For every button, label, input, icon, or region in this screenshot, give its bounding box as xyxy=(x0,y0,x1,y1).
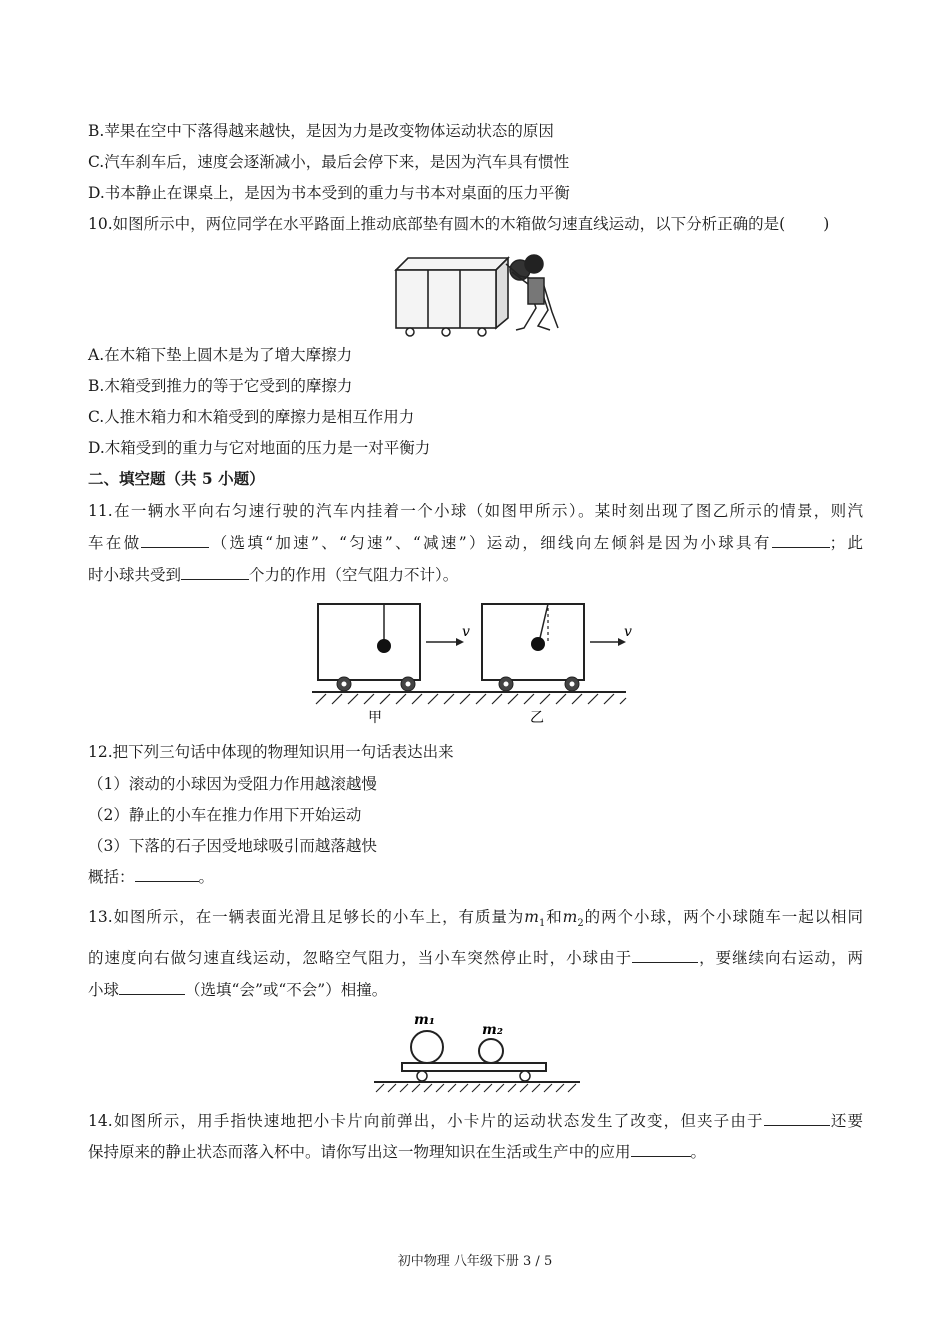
answer-blank xyxy=(135,866,199,882)
page-footer: 初中物理 八年级下册 3 / 5 xyxy=(397,1254,553,1269)
mass-subscript: 2 xyxy=(577,918,584,930)
q14-line1 xyxy=(88,1110,863,1132)
answer-blank xyxy=(764,1110,830,1126)
answer-blank xyxy=(119,979,185,995)
q14-line2-a: 保持原来的静止状态而落入杯中。请你写出这一物理知识在生活或生产中的应用 xyxy=(88,1143,631,1161)
q14-line2 xyxy=(88,1141,706,1163)
q13-line2-b: ，要继续向右运动，两 xyxy=(698,949,863,967)
answer-blank xyxy=(632,947,698,963)
answer-blank xyxy=(141,532,209,548)
q9-option-c: C.汽车刹车后，速度会逐渐减小，最后会停下来，是因为汽车具有惯性 xyxy=(88,153,570,171)
q12-item-3: （3）下落的石子因受地球吸引而越落越快 xyxy=(88,837,377,855)
q13-line1-a: 13.如图所示，在一辆表面光滑且足够长的小车上，有质量为 xyxy=(88,908,525,926)
m1-label: m₁ xyxy=(414,1012,435,1028)
q14-line2-b: 。 xyxy=(690,1143,707,1161)
q10-paren-close: ) xyxy=(823,215,830,233)
q14-line1-a: 14.如图所示，用手指快速地把小卡片向前弹出，小卡片的运动状态发生了改变，但夹子由于 xyxy=(88,1112,764,1130)
q10-stem-text: 10.如图所示中，两位同学在水平路面上推动底部垫有圆木的木箱做匀速直线运动，以下分析正确的是( xyxy=(88,215,786,233)
m2-label: m₂ xyxy=(482,1022,503,1038)
fig-label-jia: 甲 xyxy=(368,710,382,726)
velocity-label-left: v xyxy=(462,624,470,640)
q13-line2-a: 的速度向右做匀速直线运动，忽略空气阻力，当小车突然停止时，小球由于 xyxy=(88,949,633,967)
q14-line1-b: 还要 xyxy=(829,1112,863,1130)
q11-line2 xyxy=(88,532,863,554)
q10-option-c: C.人推木箱力和木箱受到的摩擦力是相互作用力 xyxy=(88,408,415,426)
q12-summary-end: 。 xyxy=(198,868,215,886)
q13-cart-figure xyxy=(370,1008,582,1098)
answer-blank xyxy=(631,1141,691,1157)
q13-line3-b: （选填“会”或“不会”）相撞。 xyxy=(185,981,388,999)
q13-and: 和 xyxy=(545,908,563,926)
q11-line2-c: ；此 xyxy=(829,534,863,552)
q12-item-1: （1）滚动的小球因为受阻力作用越滚越慢 xyxy=(88,775,377,793)
answer-blank xyxy=(181,564,249,580)
section-title: 二、填空题（共 5 小题） xyxy=(88,469,265,488)
q11-line3-b: 个力的作用（空气阻力不计）。 xyxy=(249,566,459,584)
q13-line2 xyxy=(88,947,863,969)
q13-line1 xyxy=(88,906,863,935)
velocity-label-right: v xyxy=(624,624,632,640)
mass-symbol: m xyxy=(524,908,539,926)
ball-m2 xyxy=(479,1039,503,1063)
fig-label-yi: 乙 xyxy=(530,710,544,726)
q11-line3-a: 时小球共受到 xyxy=(88,566,182,584)
q12-summary-label: 概括： xyxy=(88,868,135,886)
q13-line3 xyxy=(88,979,387,1001)
q11-car-figure xyxy=(308,598,630,728)
mass-subscript: 1 xyxy=(538,918,546,930)
answer-blank xyxy=(772,532,830,548)
q11-line3 xyxy=(88,564,458,586)
q12-item-2: （2）静止的小车在推力作用下开始运动 xyxy=(88,806,362,824)
q10-stem xyxy=(88,213,829,235)
q10-option-b: B.木箱受到推力的等于它受到的摩擦力 xyxy=(88,377,353,395)
q9-option-d: D.书本静止在课桌上，是因为书本受到的重力与书本对桌面的压力平衡 xyxy=(88,184,570,202)
cart-plate xyxy=(402,1063,546,1071)
q10-option-d: D.木箱受到的重力与它对地面的压力是一对平衡力 xyxy=(88,439,431,457)
q13-line3-a: 小球 xyxy=(88,981,120,999)
q13-line1-b: 的两个小球，两个小球随车一起以相同 xyxy=(583,908,863,926)
q11-line2-a: 车在做 xyxy=(88,534,142,552)
q9-option-b: B.苹果在空中下落得越来越快，是因为力是改变物体运动状态的原因 xyxy=(88,122,554,140)
q10-option-a: A.在木箱下垫上圆木是为了增大摩擦力 xyxy=(88,346,353,364)
q10-box-pushing-figure xyxy=(388,250,566,338)
q12-summary xyxy=(88,866,214,888)
q12-stem: 12.把下列三句话中体现的物理知识用一句话表达出来 xyxy=(88,743,454,761)
q11-line1: 11.在一辆水平向右匀速行驶的汽车内挂着一个小球（如图甲所示）。某时刻出现了图乙所示的情景，则汽 xyxy=(88,502,863,520)
q11-line2-b: （选填“加速”、“匀速”、“减速”）运动，细线向左倾斜是因为小球具有 xyxy=(209,534,772,552)
mass-symbol: m xyxy=(562,908,578,926)
ball-m1 xyxy=(411,1031,443,1063)
